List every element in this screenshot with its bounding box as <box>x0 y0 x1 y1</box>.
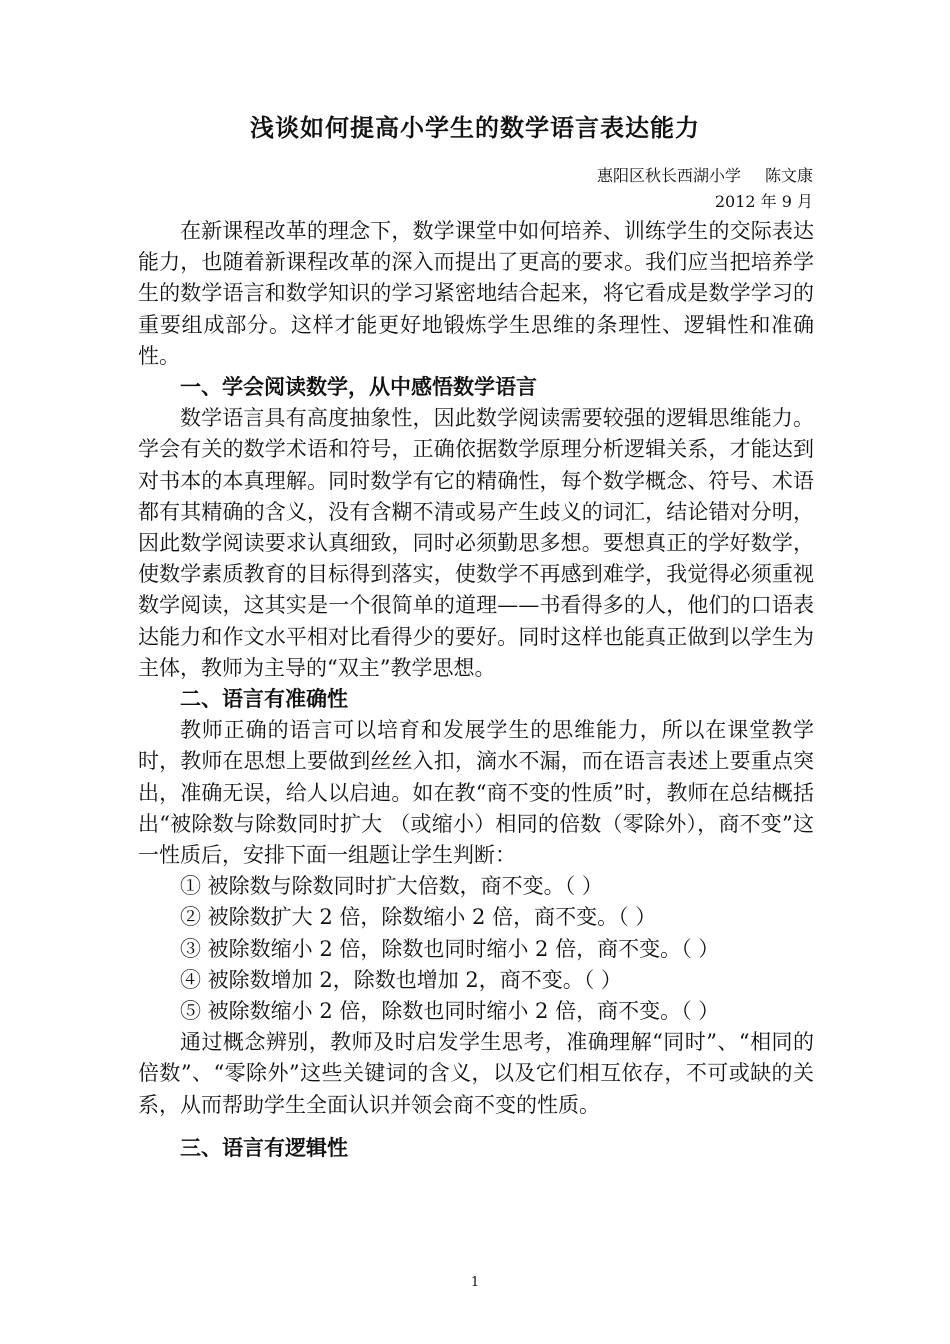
page-number: 1 <box>470 1275 480 1290</box>
question-item: ① 被除数与除数同时扩大倍数，商不变。（ ） <box>180 874 603 899</box>
question-item: ④ 被除数增加 2，除数也增加 2，商不变。（ ） <box>180 967 622 992</box>
question-item: ③ 被除数缩小 2 倍，除数也同时缩小 2 倍，商不变。（ ） <box>180 936 720 961</box>
author-name: 陈文康 <box>764 166 813 185</box>
section-1-paragraph: 数学语言具有高度抽象性，因此数学阅读需要较强的逻辑思维能力。学会有关的数学术语和符号，正确依据数学原理分析逻辑关系，才能达到对书本的本真理解。同时数学有它的精确性，每个数学概念、符号、术语都有其精确的含义，没有含糊不清或易产生歧义的词汇，结论错对分明，因此数学阅读要求认真细致，同时必须勤思多想。要想真正的学好数学，使数学素质教育的目标得到落实，使数学不再感到难学，我觉得必须重视数学阅读，这其实是一个很简单的道理——书看得多的人，他们的口语表达能力和作文水平相对比看得少的要好。同时这样也能真正做到以学生为主体，教师为主导的“双主”教学思想。 <box>138 406 814 680</box>
section-3-heading: 三、语言有逻辑性 <box>180 1135 348 1160</box>
document-title: 浅谈如何提高小学生的数学语言表达能力 <box>250 114 700 142</box>
author-line <box>597 163 813 186</box>
question-item: ② 被除数扩大 2 倍，除数缩小 2 倍，商不变。（ ） <box>180 905 657 930</box>
section-2-paragraph: 教师正确的语言可以培育和发展学生的思维能力，所以在课堂教学时，教师在思想上要做到丝丝入扣，滴水不漏，而在语言表述上要重点突出，准确无误，给人以启迪。如在教“商不变的性质”时，教师在总结概括出“被除数与除数同时扩大 （或缩小）相同的倍数（零除外），商不变”这一性质后，安排下面一组题让学生判断： <box>138 718 814 868</box>
intro-paragraph: 在新课程改革的理念下，数学课堂中如何培养、训练学生的交际表达能力，也随着新课程改革的深入而提出了更高的要求。我们应当把培养学生的数学语言和数学知识的学习紧密地结合起来，将它看成是数学学习的重要组成部分。这样才能更好地锻炼学生思维的条理性、逻辑性和准确性。 <box>138 219 814 368</box>
question-item: ⑤ 被除数缩小 2 倍，除数也同时缩小 2 倍，商不变。（ ） <box>180 999 720 1024</box>
school-name: 惠阳区秋长西湖小学 <box>596 166 741 185</box>
section-2-conclusion: 通过概念辨别，教师及时启发学生思考，准确理解“同时”、“相同的倍数”、“零除外”这些关键词的含义，以及它们相互依存，不可或缺的关系，从而帮助学生全面认识并领会商不变的性质。 <box>138 1030 814 1117</box>
section-2-heading: 二、语言有准确性 <box>180 687 348 712</box>
document-body <box>138 216 814 1164</box>
section-1-heading: 一、学会阅读数学，从中感悟数学语言 <box>180 375 537 400</box>
document-date: 2012 年 9 月 <box>714 192 813 211</box>
